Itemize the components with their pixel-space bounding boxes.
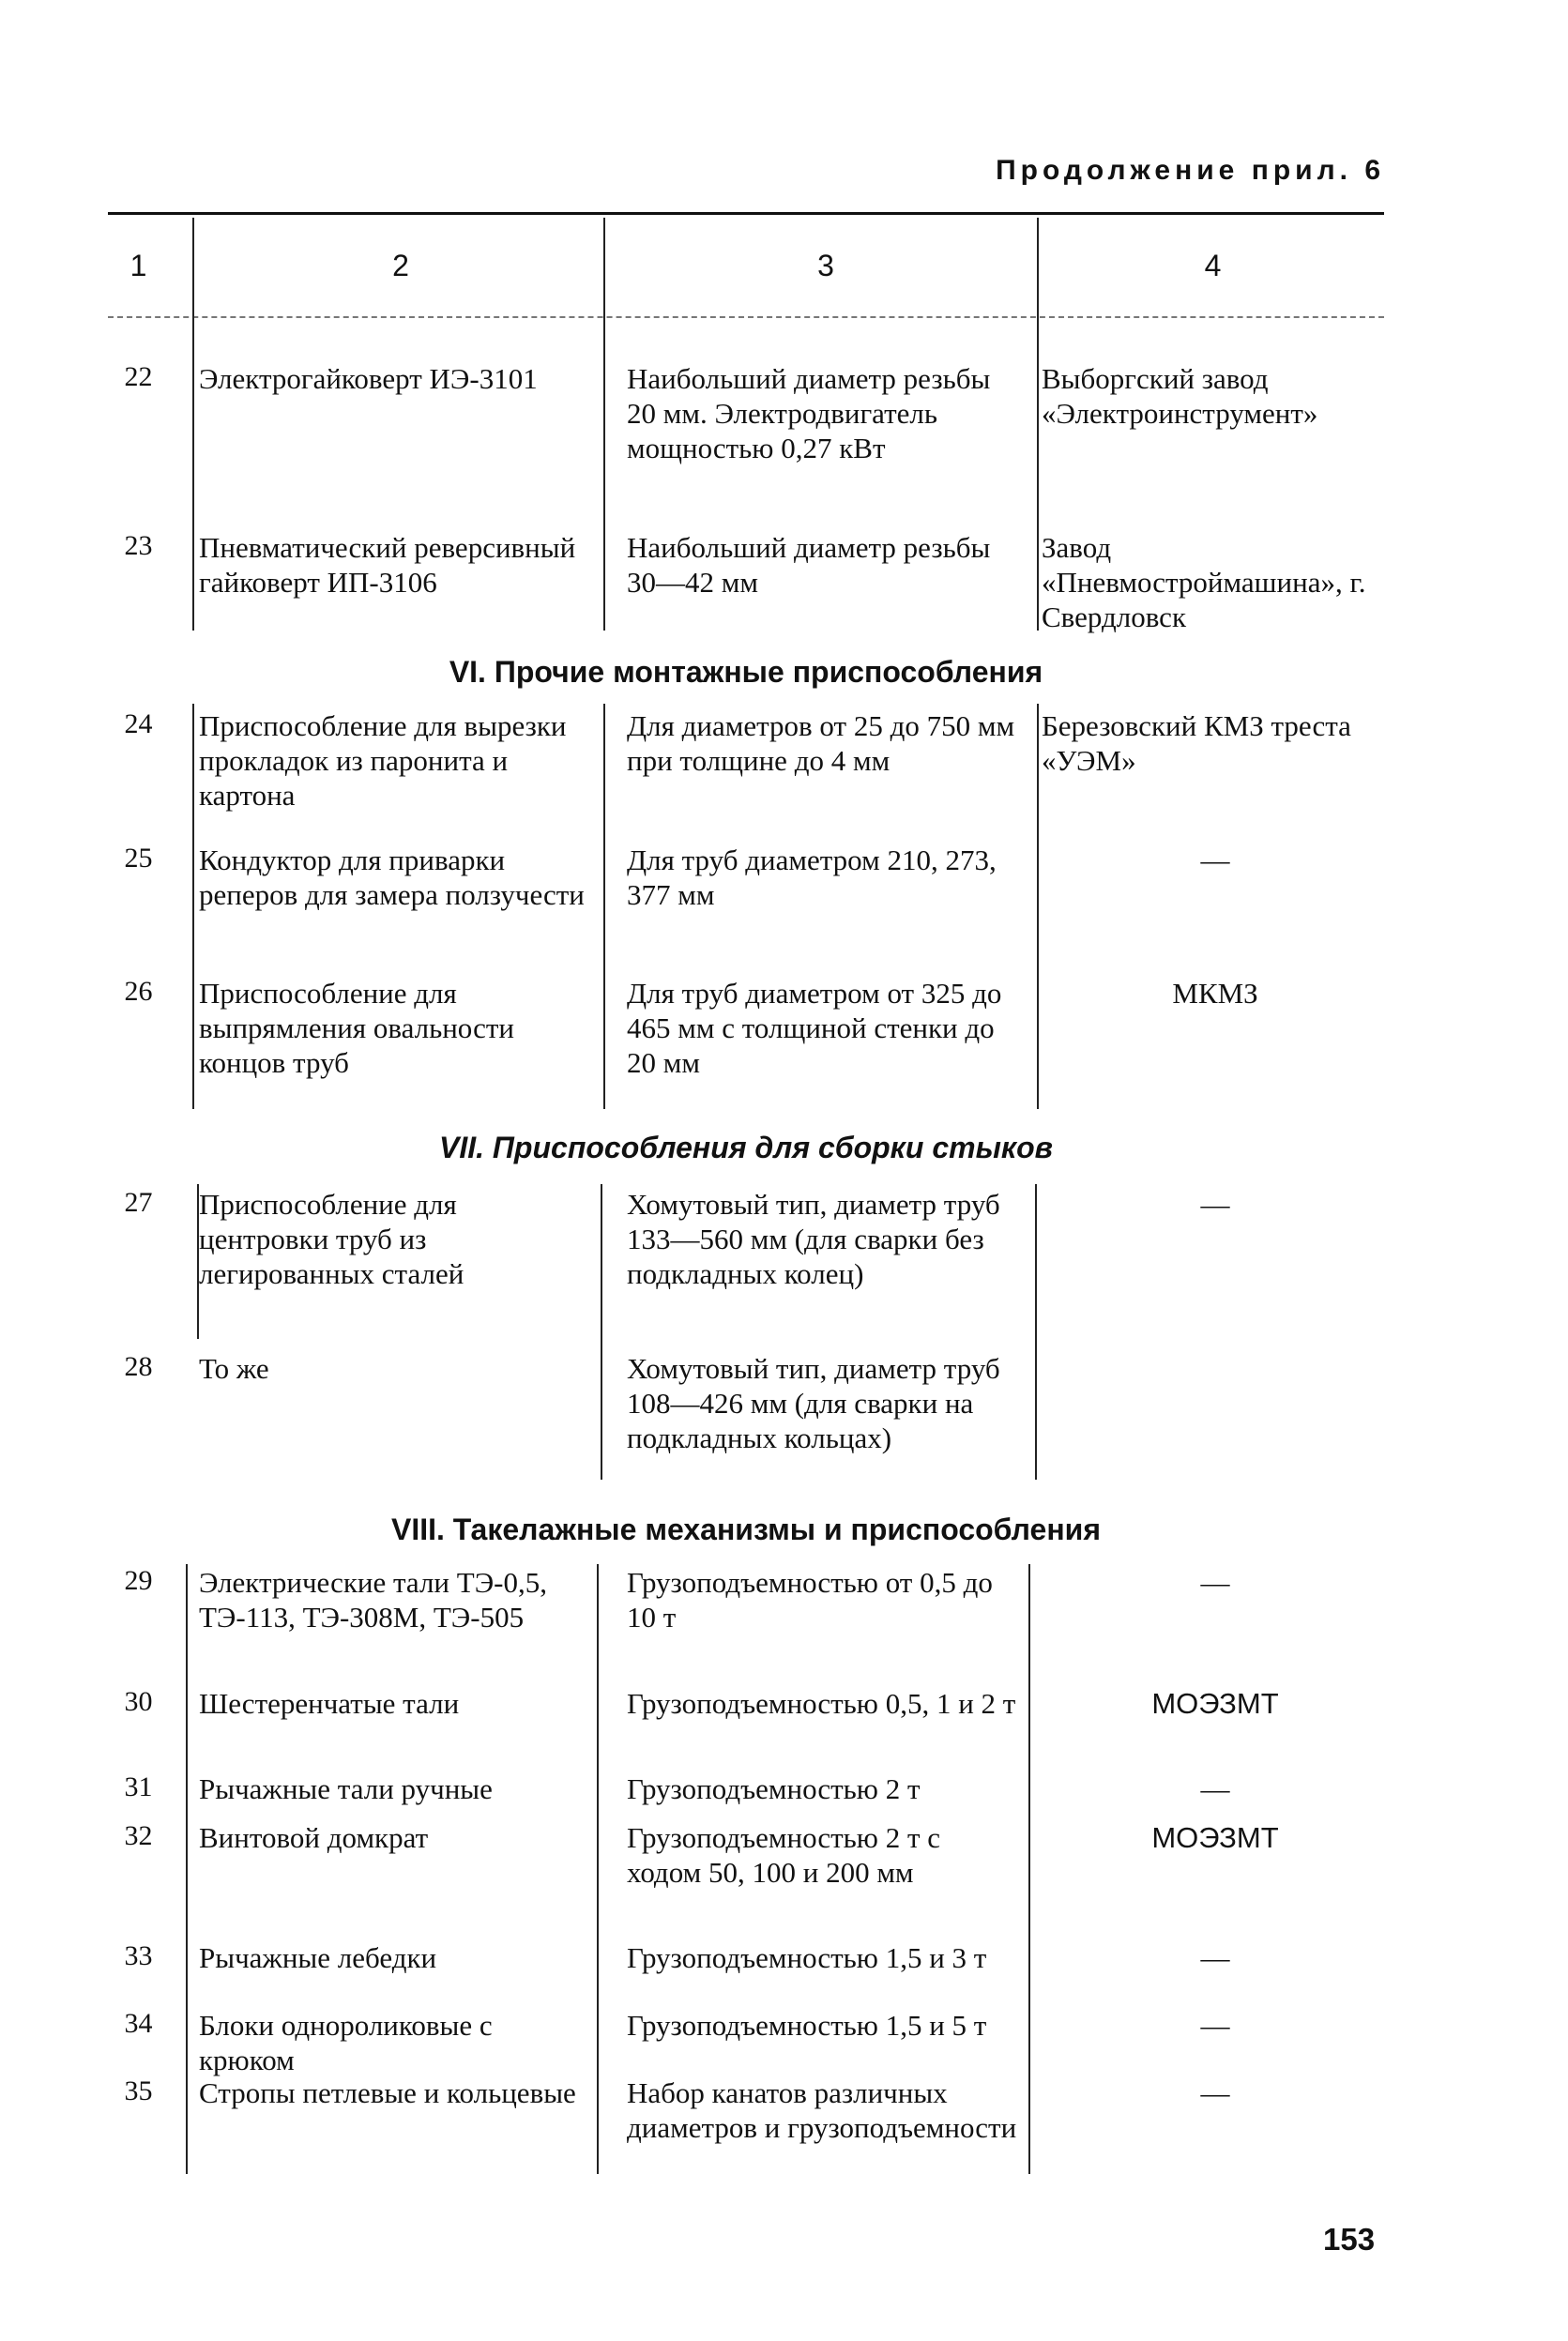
row-number: 27 — [124, 1187, 153, 1218]
column-divider — [1035, 1184, 1037, 1480]
row-maker: Выборгский завод «Электроинструмент» — [1042, 362, 1318, 430]
row-name: Стропы петлевые и кольцевые — [199, 2076, 576, 2109]
row-spec: Грузоподъемностью 1,5 и 3 т — [627, 1941, 987, 1974]
row-maker: — — [1200, 2009, 1230, 2042]
row-name: Рычажные лебедки — [199, 1941, 437, 1974]
row-maker: Завод «Пневмостроймашина», г. Свердловск — [1042, 531, 1366, 633]
section-heading-vi: VI. Прочие монтажные приспособления — [449, 655, 1043, 689]
row-number: 26 — [124, 976, 153, 1007]
row-name: Приспособление для выпрямления овальности концов труб — [199, 977, 514, 1079]
column-header-2: 2 — [392, 249, 409, 282]
row-name: Приспособление для вырезки прокладок из паронита и картона — [199, 709, 567, 812]
row-name: Рычажные тали ручные — [199, 1772, 493, 1805]
row-name: Пневматический реверсивный гайковерт ИП-3106 — [199, 531, 576, 599]
row-maker: — — [1200, 1941, 1230, 1974]
row-number: 23 — [124, 530, 153, 561]
column-divider — [603, 218, 605, 631]
row-spec: Для труб диаметром от 325 до 465 мм с толщиной стенки до 20 мм — [627, 977, 1002, 1079]
column-header-4: 4 — [1204, 249, 1222, 282]
row-spec: Хомутовый тип, диаметр труб 133—560 мм (для сварки без подкладных колец) — [627, 1188, 1000, 1290]
row-name: Шестеренчатые тали — [199, 1687, 460, 1720]
column-divider — [192, 704, 194, 1109]
top-rule — [108, 212, 1384, 215]
column-divider — [597, 1564, 599, 2174]
row-spec: Хомутовый тип, диаметр труб 108—426 мм (для сварки на подкладных кольцах) — [627, 1352, 1000, 1454]
row-spec: Грузоподъемностью 2 т с ходом 50, 100 и 200 мм — [627, 1821, 941, 1889]
row-number: 32 — [124, 1820, 153, 1851]
header-divider — [108, 316, 1384, 318]
row-number: 33 — [124, 1940, 153, 1971]
row-spec: Для труб диаметром 210, 273, 377 мм — [627, 844, 997, 911]
row-number: 25 — [124, 843, 153, 874]
row-number: 30 — [124, 1686, 153, 1717]
row-name: Винтовой домкрат — [199, 1821, 429, 1854]
column-divider — [1028, 1564, 1030, 2174]
row-maker: — — [1200, 1566, 1230, 1599]
column-divider — [1037, 704, 1039, 1109]
row-maker: МОЭЗМТ — [1151, 1821, 1279, 1854]
row-number: 24 — [124, 708, 153, 739]
row-spec: Грузоподъемностью 0,5, 1 и 2 т — [627, 1687, 1016, 1720]
column-header-1: 1 — [129, 249, 147, 282]
row-name: Электрические тали ТЭ-0,5, ТЭ-113, ТЭ-308М, ТЭ-505 — [199, 1566, 547, 1634]
row-spec: Набор канатов различных диаметров и грузоподъемности — [627, 2076, 1017, 2144]
row-maker: — — [1200, 2076, 1230, 2109]
column-divider — [186, 1564, 188, 2174]
column-divider — [601, 1184, 602, 1480]
row-name: То же — [199, 1352, 269, 1385]
row-number: 22 — [124, 361, 153, 392]
page-heading: Продолжение прил. 6 — [996, 155, 1385, 186]
section-heading-vii: VII. Приспособления для сборки стыков — [439, 1131, 1053, 1164]
row-maker: Березовский КМЗ треста «УЭМ» — [1042, 709, 1351, 777]
column-header-3: 3 — [817, 249, 834, 282]
column-divider — [192, 218, 194, 631]
row-maker: МКМЗ — [1172, 977, 1258, 1010]
row-number: 31 — [124, 1771, 153, 1802]
row-spec: Грузоподъемностью 1,5 и 5 т — [627, 2009, 987, 2042]
row-number: 34 — [124, 2008, 153, 2039]
row-number: 28 — [124, 1351, 153, 1382]
row-number: 29 — [124, 1565, 153, 1596]
row-name: Кондуктор для приварки реперов для замера ползучести — [199, 844, 585, 911]
row-spec: Грузоподъемностью от 0,5 до 10 т — [627, 1566, 993, 1634]
row-spec: Для диаметров от 25 до 750 мм при толщине до 4 мм — [627, 709, 1015, 777]
row-maker: — — [1200, 1188, 1230, 1221]
column-divider — [1037, 218, 1039, 631]
section-heading-viii: VIII. Такелажные механизмы и приспособления — [391, 1513, 1101, 1546]
row-number: 35 — [124, 2075, 153, 2106]
row-name: Электрогайковерт ИЭ-3101 — [199, 362, 538, 395]
row-name: Блоки однороликовые с крюком — [199, 2009, 493, 2076]
row-name: Приспособление для центровки труб из легированных сталей — [199, 1188, 464, 1290]
column-divider — [603, 704, 605, 1109]
row-maker: МОЭЗМТ — [1151, 1687, 1279, 1720]
row-maker: — — [1200, 844, 1230, 876]
page-number: 153 — [1323, 2222, 1376, 2257]
row-spec: Грузоподъемностью 2 т — [627, 1772, 921, 1805]
row-spec: Наибольший диаметр резьбы 20 мм. Электродвигатель мощностью 0,27 кВт — [627, 362, 991, 464]
row-spec: Наибольший диаметр резьбы 30—42 мм — [627, 531, 991, 599]
row-maker: — — [1200, 1772, 1230, 1805]
